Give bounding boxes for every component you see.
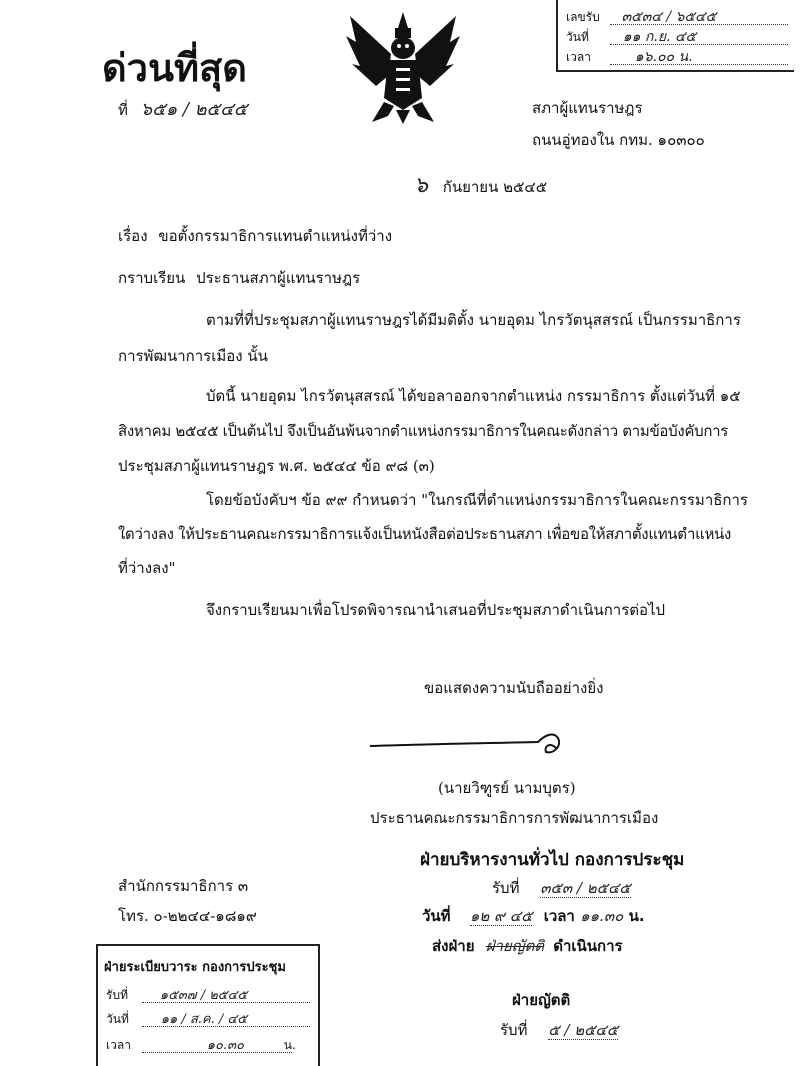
garuda-emblem — [342, 6, 464, 126]
doc-number — [118, 100, 247, 120]
routing-stamp-row1 — [492, 876, 631, 900]
salutation-line — [118, 268, 360, 288]
agenda-r2-value: ๑๑ / ส.ค. / ๔๕ — [160, 1012, 248, 1027]
salutation-label: กราบเรียน — [118, 269, 186, 287]
agenda-stamp-title: ฝ่ายระเบียบวาระ กองการประชุม — [104, 960, 286, 975]
body-p2-line1: บัดนี้ นายอุดม ไกรวัตนุสสรณ์ ได้ขอลาออกจากตำแหน่ง กรรมาธิการ ตั้งแต่วันที่ ๑๕ — [206, 387, 741, 405]
routing-stamp-row3 — [432, 934, 623, 958]
signature-scribble — [368, 724, 568, 764]
body-p3-line2: ใดว่างลง ให้ประธานคณะกรรมาธิการแจ้งเป็นหนังสือต่อประธานสภา เพื่อขอให้สภาตั้งแทนตำแหน่ง — [118, 525, 732, 543]
routing-stamp-row2 — [422, 904, 645, 928]
body-p2-line3: ประชุมสภาผู้แทนราษฎร พ.ศ. ๒๕๔๔ ข้อ ๙๘ (๓) — [118, 457, 435, 475]
stamp-top-row1-label: เลขรับ — [566, 10, 600, 24]
date-day: ๖ — [414, 173, 428, 198]
agenda-r3-unit: น. — [283, 1038, 296, 1052]
stamp-top-row3-label: เวลา — [566, 50, 591, 64]
subject-text: ขอตั้งกรรมาธิการแทนตำแหน่งที่ว่าง — [158, 227, 393, 245]
stamp-top-row2-value: ๑๑ ก.ย. ๔๕ — [622, 29, 697, 45]
doc-number-prefix: ที่ — [118, 101, 128, 119]
agenda-r3-label: เวลา — [106, 1038, 131, 1052]
signature — [368, 724, 568, 764]
routing-r3-suffix: ดำเนินการ — [553, 937, 623, 955]
agenda-r1-value: ๑๕๓๗ / ๒๕๔๕ — [159, 988, 248, 1003]
agenda-r1-label: รับที่ — [106, 988, 128, 1002]
stamp-top-row1-value: ๓๕๓๔ / ๖๕๔๕ — [621, 9, 717, 25]
routing-stamp-row4 — [500, 1018, 618, 1042]
body-p4-line1: จึงกราบเรียนมาเพื่อโปรดพิจารณานำเสนอที่ประชุมสภาดำเนินการต่อไป — [206, 601, 666, 619]
receipt-stamp-top — [556, 0, 794, 72]
agenda-r3-value: ๑๐.๓๐ — [206, 1038, 244, 1053]
office-name: สำนักกรรมาธิการ ๓ — [118, 877, 249, 895]
office-phone: โทร. ๐-๒๒๔๔-๑๘๑๙ — [118, 907, 257, 925]
salutation-text: ประธานสภาผู้แทนราษฎร — [196, 269, 361, 287]
body-p2-line2: สิงหาคม ๒๕๔๕ เป็นต้นไป จึงเป็นอันพ้นจากตำแหน่งกรรมาธิการในคณะดังกล่าว ตามข้อบังคับการ — [118, 422, 728, 440]
signer-position: ประธานคณะกรรมาธิการการพัฒนาการเมือง — [370, 809, 659, 827]
routing-r2-time-label: เวลา — [543, 907, 575, 925]
routing-subtitle: ฝ่ายญัตติ — [512, 991, 571, 1009]
doc-number-value: ๖๕๑ / ๒๕๔๕ — [140, 99, 248, 120]
routing-r2-label: วันที่ — [422, 907, 451, 925]
routing-r2-time-value: ๑๑.๓๐ — [580, 907, 624, 925]
stamp-top-row2-label: วันที่ — [566, 30, 589, 44]
closing-text: ขอแสดงความนับถืออย่างยิ่ง — [424, 679, 604, 697]
routing-r3-label: ส่งฝ่าย — [432, 937, 475, 955]
document-date — [414, 173, 548, 198]
urgency-heading: ด่วนที่สุด — [102, 45, 247, 90]
agenda-stamp-bottom — [96, 944, 320, 1066]
routing-r4-value: ๕ / ๒๕๔๕ — [548, 1021, 619, 1039]
subject-label: เรื่อง — [118, 227, 148, 245]
body-p1-line2: การพัฒนาการเมือง นั้น — [118, 347, 268, 365]
body-p1-line1: ตามที่ที่ประชุมสภาผู้แทนราษฎรได้มีมติตั้ง นายอุดม ไกรวัตนุสสรณ์ เป็นกรรมาธิการ — [206, 311, 741, 329]
date-month-year: กันยายน ๒๕๔๕ — [442, 178, 548, 196]
body-p3-line3: ที่ว่างลง" — [118, 559, 176, 577]
subject-line — [118, 226, 392, 246]
signer-name: (นายวิฑูรย์ นามบุตร) — [438, 779, 576, 797]
garuda-emblem-icon — [342, 6, 464, 126]
routing-r3-value: ฝ่ายญัตติ — [485, 937, 544, 955]
routing-r2-value: ๑๒ ๙ ๔๕ — [469, 907, 533, 925]
routing-stamp-right — [420, 846, 720, 1057]
routing-stamp-title: ฝ่ายบริหารงานทั่วไป กองการประชุม — [420, 850, 685, 870]
routing-r1-label: รับที่ — [492, 879, 520, 897]
routing-r4-label: รับที่ — [500, 1021, 528, 1039]
body-p3-line1: โดยข้อบังคับฯ ข้อ ๙๙ กำหนดว่า "ในกรณีที่ตำแหน่งกรรมาธิการในคณะกรรมาธิการ — [206, 491, 748, 509]
routing-r1-value: ๓๕๓ / ๒๕๔๕ — [540, 879, 631, 897]
stamp-top-row3-value: ๑๖.๐๐ น. — [634, 49, 693, 65]
sender-org-name: สภาผู้แทนราษฎร — [532, 99, 643, 117]
agenda-r2-label: วันที่ — [106, 1012, 129, 1026]
routing-r2-unit: น. — [628, 907, 645, 925]
sender-org-address: ถนนอู่ทองใน กทม. ๑๐๓๐๐ — [532, 131, 705, 149]
